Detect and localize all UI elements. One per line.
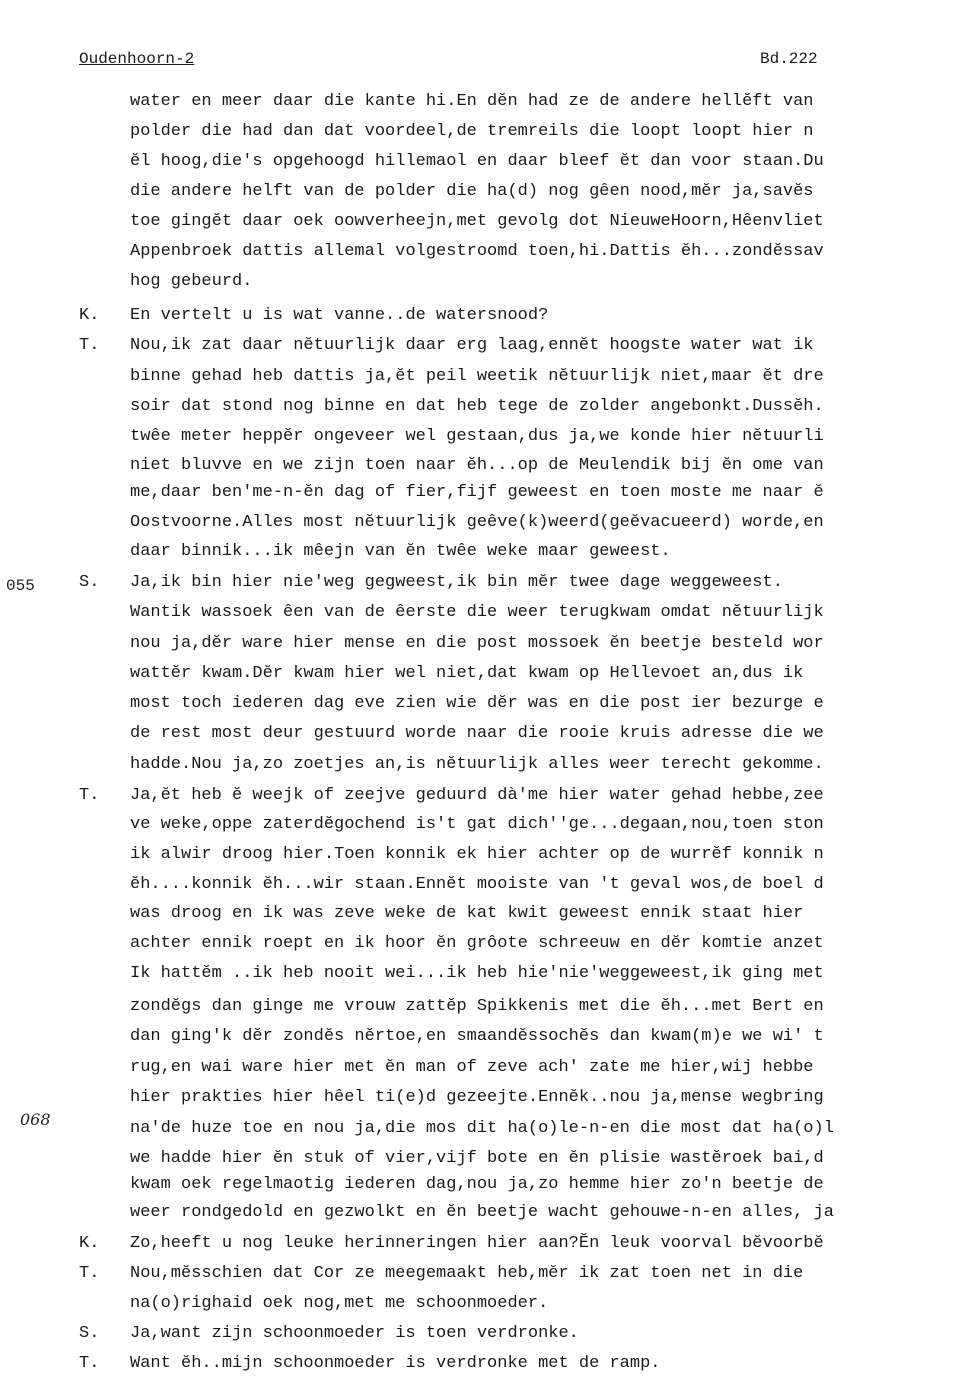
transcript-line: ve weke,oppe zaterdĕgochend is't gat dich''ge...degaan,nou,toen ston xyxy=(130,815,824,834)
transcript-line: twêe meter heppĕr ongeveer wel gestaan,dus ja,we konde hier nĕtuurli xyxy=(130,427,824,446)
transcript-line: Ik hattĕm ..ik heb nooit wei...ik heb hie'nie'weggeweest,ik ging met xyxy=(130,964,824,983)
document-title: Oudenhoorn-2 xyxy=(79,50,195,68)
transcript-line: En vertelt u is wat vanne..de watersnood? xyxy=(130,306,549,325)
transcript-line: zondĕgs dan ginge me vrouw zattĕp Spikkenis met die ĕh...met Bert en xyxy=(130,997,824,1016)
volume-number: Bd.222 xyxy=(760,50,818,68)
speaker-label: S. xyxy=(79,573,100,592)
transcript-line: Appenbroek dattis allemal volgestroomd toen,hi.Dattis ĕh...zondĕssav xyxy=(130,242,824,261)
transcript-line: Nou,mĕsschien dat Cor ze meegemaakt heb,mĕr ik zat toen net in die xyxy=(130,1264,804,1283)
transcript-line: daar binnik...ik mêejn van ĕn twêe weke maar geweest. xyxy=(130,542,671,561)
transcript-line: was droog en ik was zeve weke de kat kwit geweest ennik staat hier xyxy=(130,904,804,923)
transcript-line: Oostvoorne.Alles most nĕtuurlijk geêve(k)weerd(geĕvacueerd) worde,en xyxy=(130,513,824,532)
transcript-line: soir dat stond nog binne en dat heb tege de zolder angebonkt.Dussĕh. xyxy=(130,397,824,416)
transcript-line: most toch iederen dag eve zien wie dĕr was en die post ier bezurge e xyxy=(130,694,824,713)
transcript-line: na(o)righaid oek nog,met me schoonmoeder. xyxy=(130,1294,549,1313)
speaker-label: T. xyxy=(79,1264,100,1283)
transcript-line: Ja,want zijn schoonmoeder is toen verdronke. xyxy=(130,1324,579,1343)
transcript-line: hier prakties hier hêel ti(e)d gezeejte.Ennĕk..nou ja,mense wegbring xyxy=(130,1088,824,1107)
transcript-line: nou ja,dĕr ware hier mense en die post mossoek ĕn beetje besteld wor xyxy=(130,634,824,653)
transcript-line: Want ĕh..mijn schoonmoeder is verdronke met de ramp. xyxy=(130,1354,661,1373)
transcript-line: Zo,heeft u nog leuke herinneringen hier aan?Ĕn leuk voorval bĕvoorbĕ xyxy=(130,1234,824,1253)
transcript-line: ik alwir droog hier.Toen konnik ek hier achter op de wurrĕf konnik n xyxy=(130,845,824,864)
speaker-label: K. xyxy=(79,306,100,325)
transcript-line: niet bluvve en we zijn toen naar ĕh...op de Meulendik bij ĕn ome van xyxy=(130,456,824,475)
transcript-line: Nou,ik zat daar nĕtuurlijk daar erg laag,ennĕt hoogste water wat ik xyxy=(130,336,814,355)
speaker-label: T. xyxy=(79,1354,100,1373)
transcript-line: Ja,ik bin hier nie'weg gegweest,ik bin mĕr twee dage weggeweest. xyxy=(130,573,783,592)
transcript-line: ĕl hoog,die's opgehoogd hillemaol en daar bleef ĕt dan voor staan.Du xyxy=(130,152,824,171)
transcript-line: water en meer daar die kante hi.En dĕn had ze de andere hellĕft van xyxy=(130,92,814,111)
speaker-label: T. xyxy=(79,336,100,355)
transcript-line: rug,en wai ware hier met ĕn man of zeve ach' zate me hier,wij hebbe xyxy=(130,1058,814,1077)
transcript-line: die andere helft van de polder die ha(d) nog gêen nood,mĕr ja,savĕs xyxy=(130,182,814,201)
transcript-line: wattĕr kwam.Dĕr kwam hier wel niet,dat kwam op Hellevoet an,dus ik xyxy=(130,664,804,683)
transcript-line: me,daar ben'me-n-ĕn dag of fier,fijf geweest en toen moste me naar ĕ xyxy=(130,483,824,502)
transcript-line: hadde.Nou ja,zo zoetjes an,is nĕtuurlijk alles weer terecht gekomme. xyxy=(130,755,824,774)
margin-counter-055: 055 xyxy=(6,577,35,595)
transcript-line: toe gingĕt daar oek oowverheejn,met gevolg dot NieuweHoorn,Hêenvliet xyxy=(130,212,824,231)
speaker-label: T. xyxy=(79,786,100,805)
transcript-line: polder die had dan dat voordeel,de tremreils die loopt loopt hier n xyxy=(130,122,814,141)
transcript-line: dan ging'k dĕr zondĕs nĕrtoe,en smaandĕssochĕs dan kwam(m)e we wi' t xyxy=(130,1027,824,1046)
transcript-line: weer rondgedold en gezwolkt en ĕn beetje wacht gehouwe-n-en alles, ja xyxy=(130,1203,834,1222)
transcript-line: na'de huze toe en nou ja,die mos dit ha(o)le-n-en die most dat ha(o)l xyxy=(130,1119,834,1138)
transcript-line: ĕh....konnik ĕh...wir staan.Ennĕt mooiste van 't geval wos,de boel d xyxy=(130,875,824,894)
transcript-line: we hadde hier ĕn stuk of vier,vijf bote en ĕn plisie wastĕroek bai,d xyxy=(130,1149,824,1168)
transcript-line: achter ennik roept en ik hoor ĕn grôote schreeuw en dĕr komtie anzet xyxy=(130,934,824,953)
speaker-label: S. xyxy=(79,1324,100,1343)
transcript-line: Wantik wassoek êen van de êerste die weer terugkwam omdat nĕtuurlijk xyxy=(130,603,824,622)
margin-counter-068: 068 xyxy=(20,1110,51,1129)
speaker-label: K. xyxy=(79,1234,100,1253)
transcript-line: Ja,ĕt heb ĕ weejk of zeejve geduurd dà'me hier water gehad hebbe,zee xyxy=(130,786,824,805)
transcript-line: kwam oek regelmaotig iederen dag,nou ja,zo hemme hier zo'n beetje de xyxy=(130,1175,824,1194)
transcript-line: binne gehad heb dattis ja,ĕt peil weetik nĕtuurlijk niet,maar ĕt dre xyxy=(130,367,824,386)
transcript-line: de rest most deur gestuurd worde naar die rooie kruis adresse die we xyxy=(130,724,824,743)
transcript-line: hog gebeurd. xyxy=(130,272,253,291)
